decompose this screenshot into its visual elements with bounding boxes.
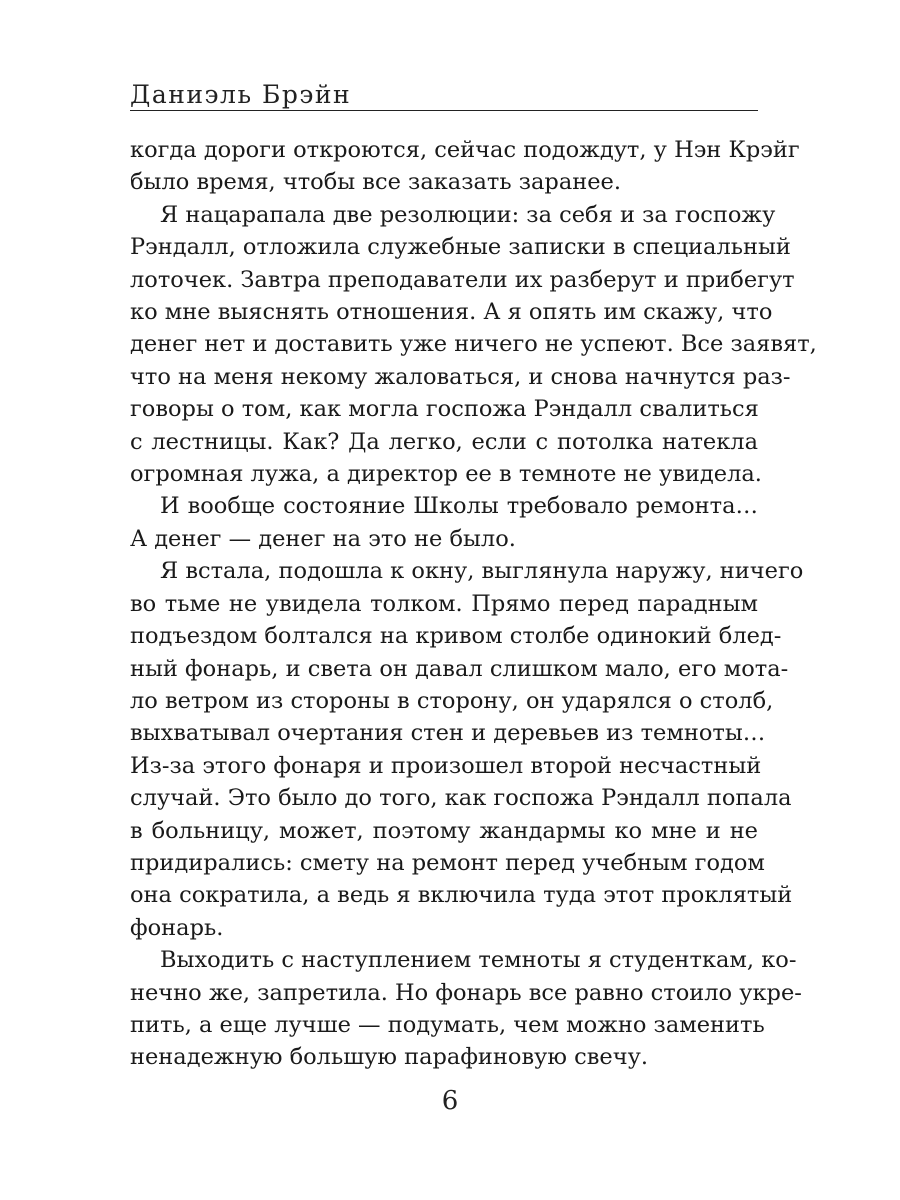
text-line: И вообще состояние Школы требовало ремонта… — [160, 493, 758, 520]
text-line: случай. Это было до того, как госпожа Рэндалл попала — [130, 785, 792, 812]
text-line: Я встала, подошла к окну, выглянула наружу, ничего — [160, 558, 804, 585]
paragraph-4 — [130, 555, 804, 944]
text-line: в больницу, может, поэтому жандармы ко мне и не — [130, 817, 758, 844]
text-line: ко мне выяснять отношения. А я опять им скажу, что — [130, 299, 773, 326]
text-line: ненадежную большую парафиновую свечу. — [130, 1044, 648, 1071]
paragraph-1 — [130, 134, 800, 199]
text-line: А денег — денег на это не было. — [130, 525, 516, 552]
header-rule — [130, 110, 758, 111]
text-line: нечно же, запретила. Но фонарь все равно стоило укре- — [130, 979, 802, 1006]
paragraph-5 — [130, 944, 802, 1074]
text-line: придирались: смету на ремонт перед учебным годом — [130, 849, 765, 876]
paragraph-3 — [130, 490, 758, 555]
text-line: она сократила, а ведь я включила туда этот проклятый — [130, 882, 793, 909]
text-line: ный фонарь, и света он давал слишком мало, его мота- — [130, 655, 789, 682]
text-line: было время, чтобы все заказать заранее. — [130, 169, 622, 196]
text-line: ло ветром из стороны в сторону, он ударялся о столб, — [130, 687, 774, 714]
text-line: денег нет и доставить уже ничего не успеют. Все заявят, — [130, 331, 817, 358]
text-line: во тьме не увидела толком. Прямо перед парадным — [130, 590, 758, 617]
running-head-author: Даниэль Брэйн — [130, 80, 352, 109]
body-text — [130, 134, 817, 1074]
text-line: что на меня некому жаловаться, и снова начнутся раз- — [130, 363, 791, 390]
text-line: говоры о том, как могла госпожа Рэндалл свалиться — [130, 396, 759, 423]
text-line: выхватывал очертания стен и деревьев из темноты… — [130, 720, 766, 747]
text-line: подъездом болтался на кривом столбе одинокий блед- — [130, 623, 782, 650]
text-line: огромная лужа, а директор ее в темноте не увидела. — [130, 461, 762, 488]
text-line: лоточек. Завтра преподаватели их разберут и прибегут — [130, 266, 795, 293]
text-line: Выходить с наступлением темноты я студенткам, ко- — [160, 947, 797, 974]
text-line: пить, а еще лучше — подумать, чем можно заменить — [130, 1011, 765, 1038]
text-line: Я нацарапала две резолюции: за себя и за госпожу — [160, 201, 776, 228]
text-line: Рэндалл, отложила служебные записки в специальный — [130, 234, 791, 261]
text-line: когда дороги откроются, сейчас подождут, у Нэн Крэйг — [130, 137, 800, 163]
text-line: Из-за этого фонаря и произошел второй несчастный — [130, 752, 762, 779]
page-number: 6 — [441, 1086, 459, 1116]
text-line: фонарь. — [130, 914, 224, 941]
text-line: с лестницы. Как? Да легко, если с потолка натекла — [130, 428, 758, 455]
paragraph-2 — [130, 199, 817, 491]
